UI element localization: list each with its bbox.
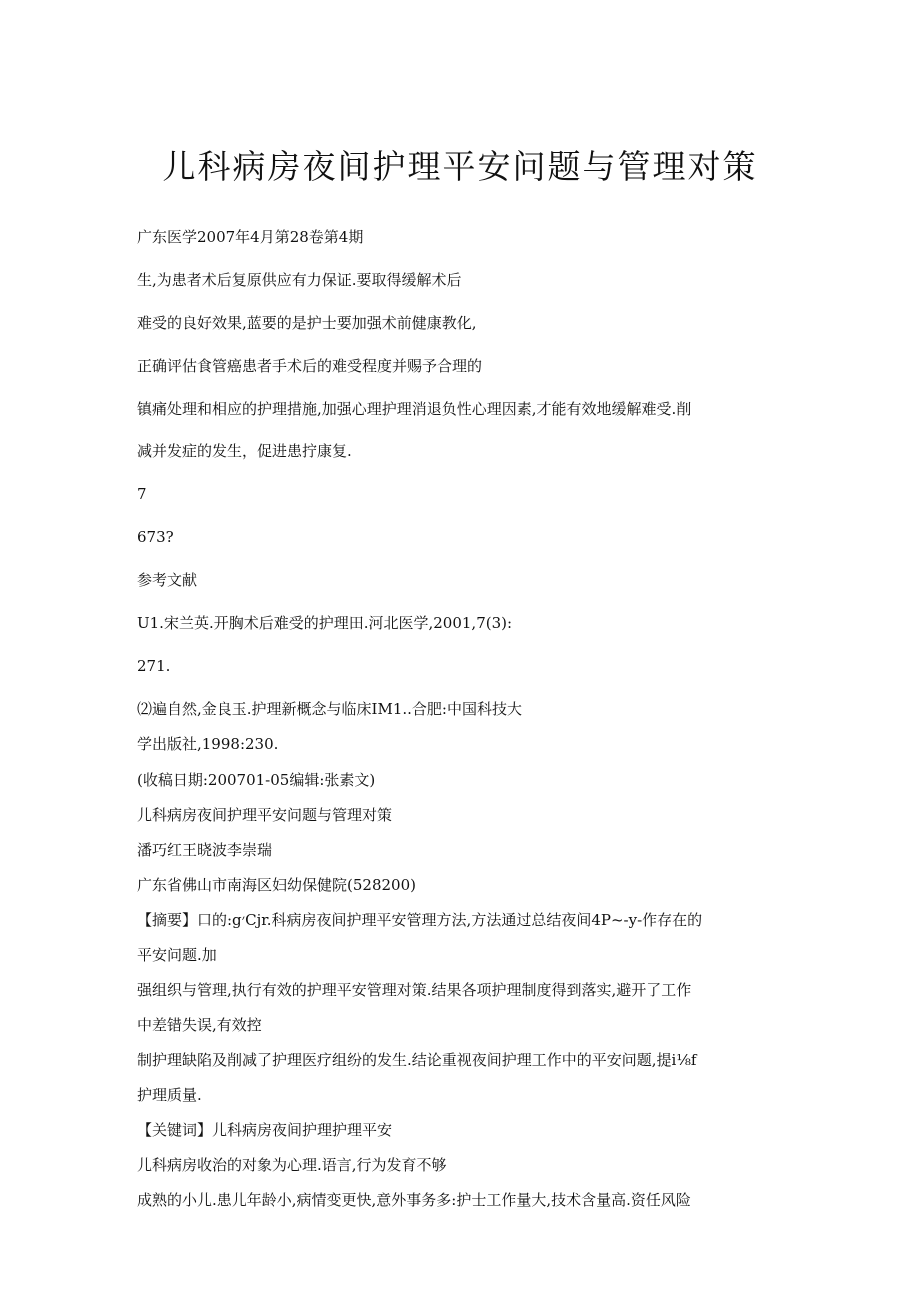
body-text-line: 难受的良好效果,蓝要的是护士要加强术前健康教化, — [137, 314, 477, 332]
reference-line: 学出版社,1998:230. — [137, 735, 279, 753]
body-text-line: 生,为患者术后复原供应有力保证.要取得缓解术后 — [137, 271, 462, 289]
abstract-line: 中差错失误,有效控 — [137, 1016, 262, 1034]
article-title-line: 儿科病房夜间护理平安问题与管理对策 — [137, 806, 393, 824]
reference-line: ⑵遍自然,金良玉.护理新概念与临床IM1..合肥:中国科技大 — [137, 700, 522, 718]
body-text-line: 儿科病房收治的对象为心理.语言,行为发育不够 — [137, 1156, 447, 1174]
abstract-line: 【摘要】口的:g׳Cjr.科病房夜间护理平安管理方法,方法通过总结夜间4P~-y-作存在的 — [137, 911, 703, 929]
document-title: 儿科病房夜间护理平安问题与管理对策 — [162, 147, 758, 186]
keywords-line: 【关键词】儿科病房夜间护理护理平安 — [137, 1121, 393, 1139]
document-body — [137, 225, 797, 1212]
reference-line: U1.宋兰英.开胸术后难受的护理田.河北医学,2001,7(3): — [137, 614, 513, 632]
abstract-line: 护理质量. — [137, 1086, 202, 1104]
affiliation-line: 广东省佛山市南海区妇幼保健院(528200) — [137, 876, 416, 894]
body-text-line: 镇痛处理和相应的护理措施,加强心理护理消退负性心理因素,才能有效地缓解难受.削 — [137, 400, 692, 418]
references-heading: 参考文献 — [137, 571, 198, 589]
body-text-line: 7 — [137, 485, 147, 503]
abstract-line: 平安问题.加 — [137, 946, 217, 964]
body-text-line: 正确评估食管癌患者手术后的难受程度并赐予合理的 — [137, 357, 483, 375]
body-text-line: 673? — [137, 528, 174, 546]
reference-line: 271. — [137, 657, 171, 675]
abstract-line: 制护理缺陷及削减了护理医疗组纷的发生.结论重视夜间护理工作中的平安问题,提i⅛f — [137, 1051, 697, 1069]
authors-line: 潘巧红王晓波李崇瑞 — [137, 841, 273, 859]
abstract-line: 强组织与管理,执行有效的护理平安管理对策.结果各项护理制度得到落实,避开了工作 — [137, 981, 692, 999]
received-date-line: (收稿日期:200701-05编辑:张素文) — [137, 771, 376, 789]
journal-header-line: 广东医学2007年4月第28卷第4期 — [137, 228, 364, 246]
body-text-line: 减并发症的发生，促进患拧康复. — [137, 442, 352, 460]
body-text-line: 成熟的小儿.患儿年龄小,病情变更快,意外事务多:护士工作量大,技术含量高.资任风险 — [137, 1191, 691, 1209]
